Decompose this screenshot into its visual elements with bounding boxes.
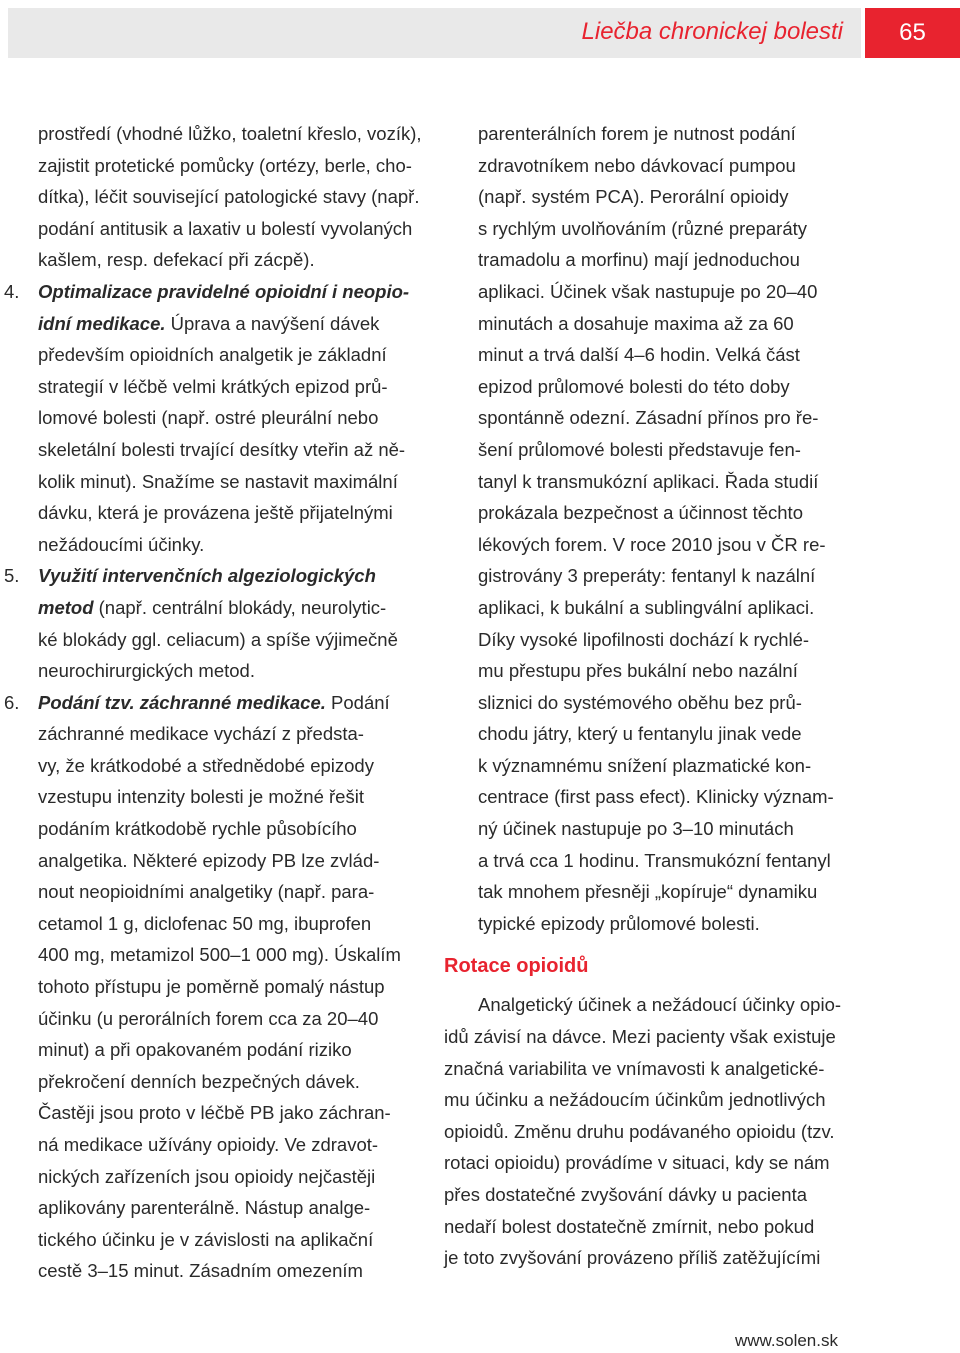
text-line: dítka), léčit související patologické stavy (např. [38, 186, 420, 208]
text-line: Častěji jsou proto v léčbě PB jako záchran- [38, 1102, 391, 1124]
text-line: ná medikace užívány opioidy. Ve zdravot- [38, 1134, 379, 1155]
text-line: 400 mg, metamizol 500–1 000 mg). Úskalím [38, 944, 401, 966]
text-line: lomové bolesti (např. ostré pleurální nebo [38, 407, 379, 429]
text-line: zdravotníkem nebo dávkovací pumpou [478, 154, 796, 176]
text-line: ké blokády ggl. celiacum) a spíše výjimečně [38, 628, 398, 650]
text-line: minut a trvá další 4–6 hodin. Velká část [478, 344, 800, 366]
page-number: 65 [899, 19, 926, 46]
text-line: dávku, která je provázena ještě přijatelnými [38, 502, 393, 524]
item-heading-continued: idní medikace. [38, 312, 166, 334]
text-line: tramadolu a morfinu) mají jednoduchou [478, 249, 800, 271]
text-line: podání antitusik a laxativ u bolestí vyvolaných [38, 217, 413, 239]
text-line: centrace (first pass efect). Klinicky význam- [478, 786, 834, 808]
text-line: tak mnohem přesněji „kopíruje“ dynamiku [478, 881, 818, 903]
footer-url: www.solen.sk [735, 1331, 838, 1350]
text-line: ný účinek nastupuje po 3–10 minutách [478, 818, 794, 840]
text-line: nežádoucími účinky. [38, 533, 205, 555]
item-text: Podání [325, 691, 390, 713]
list-number: 4. [4, 280, 20, 302]
text-line: typické epizody průlomové bolesti. [478, 912, 760, 934]
text-line: tanyl k transmukózní aplikaci. Řada studií [478, 470, 819, 492]
text-line: lékových forem. V roce 2010 jsou v ČR re- [478, 533, 826, 555]
text-line: šení průlomové bolesti představuje fen- [478, 438, 801, 460]
section-first-line: Analgetický účinek a nežádoucí účinky opio- [478, 994, 842, 1016]
list-item-6 [4, 687, 423, 1287]
text-line: zajistit protetické pomůcky (ortézy, berle, cho- [38, 154, 412, 176]
text-line: vy, že krátkodobé a střednědobé epizody [38, 754, 374, 776]
text-line: tického účinku je v závislosti na aplikační [38, 1228, 374, 1250]
text-line: prostředí (vhodné lůžko, toaletní křeslo, vozík), [38, 123, 422, 144]
text-line: strategií v léčbě velmi krátkých epizod prů- [38, 375, 388, 397]
left-column [4, 118, 423, 1287]
text-line: minut) a při opakovaném podání riziko [38, 1039, 352, 1061]
text-line: aplikovány parenterálně. Nástup analge- [38, 1197, 371, 1219]
text-line: s rychlým uvolňováním (různé preparáty [478, 217, 808, 239]
text-line: značná variabilita ve vnímavosti k analgetické- [444, 1057, 825, 1079]
item-heading: Podání tzv. záchranné medikace. [38, 691, 326, 713]
text-line: idů závisí na dávce. Mezi pacienty však existuje [444, 1026, 836, 1048]
text-line: překročení denních bezpečných dávek. [38, 1070, 360, 1092]
list-item-5 [4, 560, 423, 686]
text-line: vzestupu intenzity bolesti je možné řešit [38, 786, 364, 808]
list-number: 6. [4, 691, 20, 713]
list-number: 5. [4, 565, 20, 587]
item-text: Úprava a navýšení dávek [165, 312, 380, 334]
text-line: a trvá cca 1 hodinu. Transmukózní fentanyl [478, 849, 831, 871]
text-line: nických zařízeních jsou opioidy nejčastěji [38, 1165, 376, 1187]
section-heading: Rotace opioidů [444, 955, 589, 978]
text-line: mu účinku a nežádoucím účinkům jednotlivých [444, 1089, 826, 1111]
text-line: přes dostatečné zvyšování dávky u pacienta [444, 1184, 808, 1205]
text-line: především opioidních analgetik je základní [38, 344, 387, 366]
text-line: mu přestupu přes bukální nebo nazální [478, 660, 798, 682]
item-heading: Využití intervenčních algeziologických [38, 565, 376, 587]
text-line: kašlem, resp. defekací při zácpě). [38, 249, 315, 271]
text-line: účinku (u perorálních forem cca za 20–40 [38, 1007, 379, 1029]
text-line: Díky vysoké lipofilnosti dochází k rychlé- [478, 628, 810, 650]
section-paragraph [444, 1021, 864, 1274]
text-line: tohoto přístupu je poměrně pomalý nástup [38, 976, 385, 998]
text-line: chodu játry, který u fentanylu jinak vede [478, 723, 802, 745]
text-line: sliznici do systémového oběhu bez prů- [478, 691, 802, 713]
item-heading-continued: metod [38, 596, 94, 618]
text-line: prokázala bezpečnost a účinnost těchto [478, 502, 803, 524]
text-line: aplikaci, k bukální a sublingvální aplikaci. [478, 596, 815, 618]
item-text: (např. centrální blokády, neurolytic- [93, 596, 387, 618]
text-line: aplikaci. Účinek však nastupuje po 20–40 [478, 280, 818, 302]
text-line: epizod průlomové bolesti do této doby [478, 375, 790, 397]
text-line: gistrovány 3 preperáty: fentanyl k nazální [478, 565, 816, 587]
text-line: k významnému snížení plazmatické kon- [478, 754, 812, 776]
text-line: kolik minut). Snažíme se nastavit maximální [38, 470, 398, 492]
text-line: opioidů. Změnu druhu podávaného opioidu (tzv. [444, 1120, 835, 1142]
intro-paragraph [38, 118, 423, 276]
text-line: neurochirurgických metod. [38, 660, 255, 682]
text-line: minutách a dosahuje maxima až za 60 [478, 312, 794, 334]
list-item-4 [4, 276, 423, 560]
text-line: je toto zvyšování provázeno příliš zatěžujícími [444, 1247, 821, 1269]
right-column [444, 118, 864, 1274]
text-line: rotaci opioidu) provádíme v situaci, kdy se nám [444, 1152, 830, 1174]
text-line: spontánně odezní. Zásadní přínos pro ře- [478, 407, 819, 429]
text-line: analgetika. Některé epizody PB lze zvlád- [38, 849, 380, 871]
continued-paragraph [444, 118, 864, 939]
text-line: cestě 3–15 minut. Zásadním omezením [38, 1260, 363, 1282]
text-line: podáním krátkodobě rychle působícího [38, 818, 357, 840]
text-line: (např. systém PCA). Perorální opioidy [478, 186, 789, 208]
text-line: záchranné medikace vychází z předsta- [38, 723, 364, 745]
header-bar [8, 8, 861, 58]
text-line: cetamol 1 g, diclofenac 50 mg, ibuprofen [38, 912, 372, 934]
text-line: nout neopioidními analgetiky (např. para- [38, 881, 375, 903]
text-line: skeletální bolesti trvající desítky vteřin až ně- [38, 438, 406, 460]
running-title: Liečba chronickej bolesti [581, 18, 843, 45]
page-number-box [865, 8, 960, 58]
text-line: nedaří bolest dostatečně zmírnit, nebo pokud [444, 1215, 815, 1237]
item-heading: Optimalizace pravidelné opioidní i neopio- [38, 280, 410, 302]
text-line: parenterálních forem je nutnost podání [478, 123, 796, 144]
